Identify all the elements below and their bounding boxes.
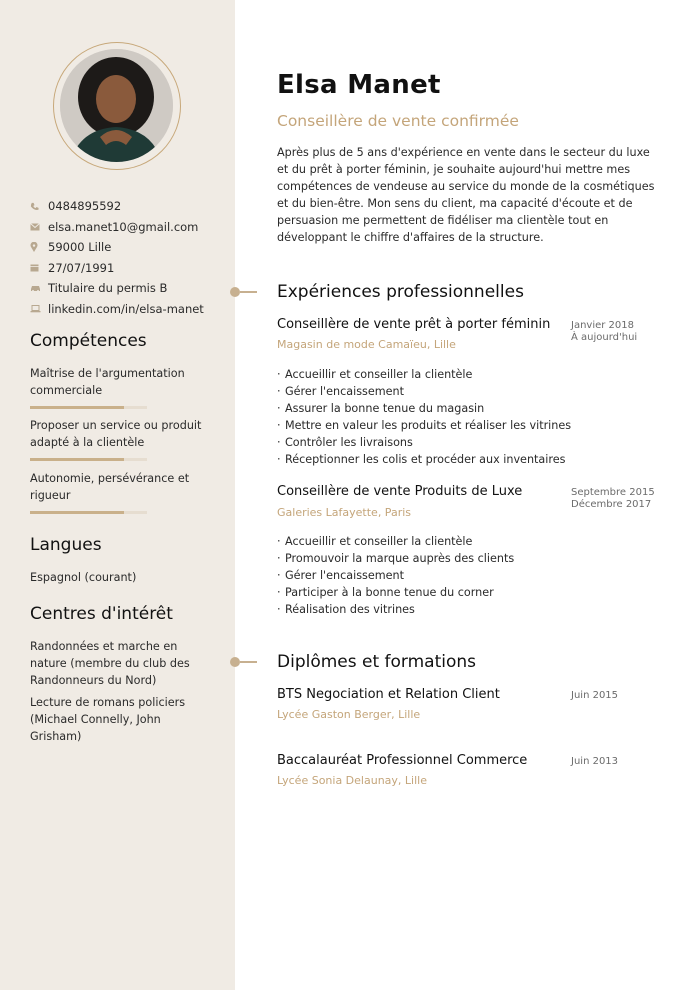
contact-text: Titulaire du permis B xyxy=(48,281,168,296)
degree-school: Lycée Gaston Berger, Lille xyxy=(277,708,421,721)
job-organization: Magasin de mode Camaïeu, Lille xyxy=(277,338,456,351)
job-organization: Galeries Lafayette, Paris xyxy=(277,506,411,519)
job-task: · Mettre en valeur les produits et réaliser les vitrines xyxy=(277,419,572,432)
interest-item: Randonnées et marche en nature (membre du club des Randonneurs du Nord) xyxy=(30,640,190,687)
job-task: · Gérer l'encaissement xyxy=(277,569,405,582)
contact-birthdate xyxy=(30,258,230,279)
skill-bar-fill xyxy=(30,511,124,514)
car-icon xyxy=(30,284,48,292)
skill-bar xyxy=(30,458,147,461)
contact-license xyxy=(30,278,230,299)
interest-item: Lecture de romans policiers (Michael Connelly, John Grisham) xyxy=(30,696,186,743)
section-marker-dot xyxy=(230,287,240,297)
sidebar xyxy=(0,0,235,990)
contact-text: 0484895592 xyxy=(48,199,122,214)
skill-label: Proposer un service ou produit adapté à la clientèle xyxy=(30,419,202,449)
job-date-end: Décembre 2017 xyxy=(571,499,652,510)
job-task: · Réalisation des vitrines xyxy=(277,603,415,616)
skill-bar xyxy=(30,511,147,514)
skill-label: Maîtrise de l'argumentation commerciale xyxy=(30,367,185,397)
location-pin-icon xyxy=(30,242,48,252)
profile-photo-frame xyxy=(53,42,181,170)
job-task: · Réceptionner les colis et procéder aux inventaires xyxy=(277,453,566,466)
contact-text: elsa.manet10@gmail.com xyxy=(48,219,199,234)
contact-text: 27/07/1991 xyxy=(48,260,115,275)
degree-title: BTS Negociation et Relation Client xyxy=(277,687,500,702)
contact-email[interactable] xyxy=(30,217,230,238)
skill-bar xyxy=(30,406,147,409)
candidate-name: Elsa Manet xyxy=(277,70,441,100)
job-task: · Gérer l'encaissement xyxy=(277,385,405,398)
section-marker-dot xyxy=(230,657,240,667)
laptop-icon xyxy=(30,305,48,313)
job-task: · Participer à la bonne tenue du corner xyxy=(277,586,494,599)
contact-linkedin[interactable] xyxy=(30,299,230,320)
education-heading: Diplômes et formations xyxy=(277,652,477,672)
contact-list xyxy=(30,196,230,319)
job-task: · Promouvoir la marque auprès des clients xyxy=(277,552,515,565)
interests-heading: Centres d'intérêt xyxy=(30,604,173,624)
job-task: · Contrôler les livraisons xyxy=(277,436,413,449)
contact-location xyxy=(30,237,230,258)
profile-photo xyxy=(60,49,173,162)
job-task-list xyxy=(277,533,514,618)
job-date-start: Janvier 2018 xyxy=(571,320,635,331)
job-title: Conseillère de vente prêt à porter féminin xyxy=(277,317,551,332)
job-task: · Accueillir et conseiller la clientèle xyxy=(277,368,473,381)
experience-heading: Expériences professionnelles xyxy=(277,282,524,302)
degree-date: Juin 2013 xyxy=(571,756,619,767)
mail-icon xyxy=(30,223,48,231)
skill-bar-fill xyxy=(30,458,124,461)
job-task: · Accueillir et conseiller la clientèle xyxy=(277,535,473,548)
contact-phone xyxy=(30,196,230,217)
contact-text: linkedin.com/in/elsa-manet xyxy=(48,301,204,316)
degree-date: Juin 2015 xyxy=(571,690,619,701)
phone-icon xyxy=(30,202,48,211)
degree-school: Lycée Sonia Delaunay, Lille xyxy=(277,774,427,787)
job-task-list xyxy=(277,366,571,468)
section-marker-line xyxy=(240,661,257,663)
language-item: Espagnol (courant) xyxy=(30,571,137,584)
calendar-icon xyxy=(30,263,48,272)
skills-heading: Compétences xyxy=(30,331,147,351)
job-task: · Assurer la bonne tenue du magasin xyxy=(277,402,485,415)
job-date xyxy=(571,320,637,344)
candidate-title: Conseillère de vente confirmée xyxy=(277,112,519,130)
contact-text: 59000 Lille xyxy=(48,240,112,255)
section-marker-line xyxy=(240,291,257,293)
job-title: Conseillère de vente Produits de Luxe xyxy=(277,484,523,499)
job-date-end: À aujourd'hui xyxy=(571,332,638,343)
languages-heading: Langues xyxy=(30,535,102,555)
job-date xyxy=(571,487,655,511)
job-date-start: Septembre 2015 xyxy=(571,487,655,498)
profile-summary: Après plus de 5 ans d'expérience en vente dans le secteur du luxe et du prêt à porter féminin, je souhaite aujourd'hui mettre mes compétences de vendeuse au service du monde de la cosmétiques et du bien-être. Mon sens du client, ma capacité d'écoute et de persuasion me permettent de fidéliser ma clientèle tout en développant le chiffre d'affaires de la structure. xyxy=(277,146,655,244)
degree-title: Baccalauréat Professionnel Commerce xyxy=(277,753,528,768)
skill-label: Autonomie, persévérance et rigueur xyxy=(30,472,190,502)
skill-bar-fill xyxy=(30,406,124,409)
